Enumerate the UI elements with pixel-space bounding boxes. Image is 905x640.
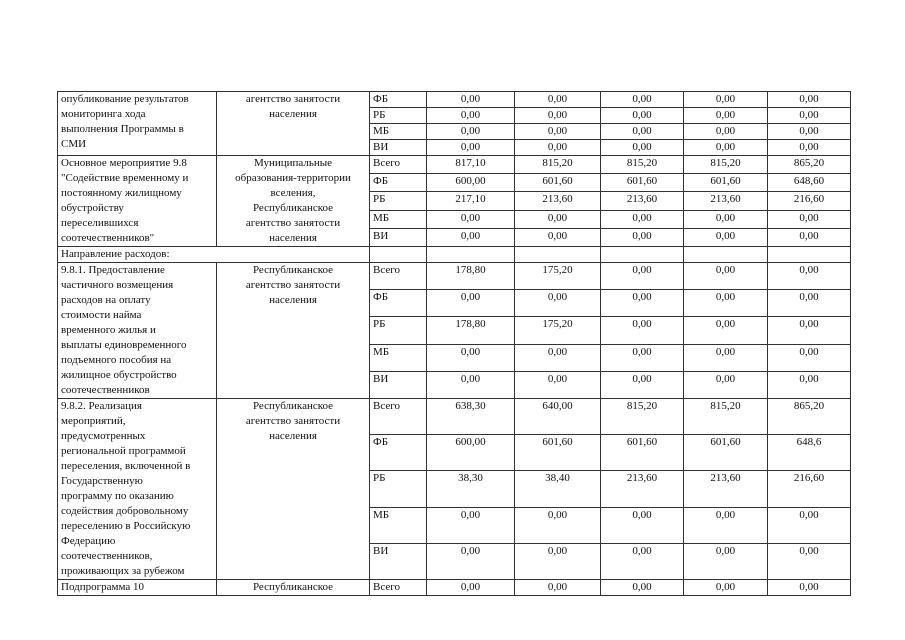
value-cell: 175,20: [515, 263, 601, 290]
value-cell: 0,00: [768, 290, 851, 317]
funding-source-cell: РБ: [370, 471, 427, 507]
value-cell: 817,10: [427, 156, 515, 174]
activity-name-cell: [58, 580, 217, 596]
value-cell: 0,00: [684, 507, 768, 543]
value-cell: 0,00: [427, 124, 515, 140]
value-cell: 0,00: [768, 124, 851, 140]
funding-source-cell: Всего: [370, 263, 427, 290]
value-cell: 0,00: [515, 507, 601, 543]
activity-name-line: частичного возмещения: [61, 279, 174, 291]
value-cell: 0,00: [768, 507, 851, 543]
funding-source-cell: Всего: [370, 156, 427, 174]
agency-line: агентство занятости: [245, 415, 341, 427]
activity-name-line: предусмотренных: [61, 430, 146, 442]
value-cell: 0,00: [515, 92, 601, 108]
activity-name-line: 9.8.1. Предоставление: [61, 264, 165, 276]
value-cell: 0,00: [601, 317, 684, 344]
funding-source-cell: МБ: [370, 124, 427, 140]
value-cell: 0,00: [427, 580, 515, 596]
value-cell: 213,60: [684, 471, 768, 507]
agency-line: населения: [269, 294, 317, 306]
value-cell: 0,00: [684, 344, 768, 371]
value-cell: 815,20: [601, 399, 684, 435]
value-cell: 0,00: [601, 92, 684, 108]
agency-line: агентство занятости: [245, 279, 341, 291]
value-cell: 648,6: [768, 435, 851, 471]
activity-name-cell: [58, 399, 217, 580]
table-row: [58, 92, 851, 108]
value-cell: 213,60: [601, 192, 684, 210]
value-cell: 648,60: [768, 174, 851, 192]
value-cell: 38,30: [427, 471, 515, 507]
activity-name-line: мониторинга хода: [61, 108, 146, 120]
funding-source-cell: МБ: [370, 210, 427, 228]
value-cell: 601,60: [515, 435, 601, 471]
value-cell: 0,00: [601, 124, 684, 140]
responsible-agency-cell: [217, 399, 370, 580]
activity-name-line: программу по оказанию: [61, 490, 174, 502]
value-cell: 0,00: [427, 108, 515, 124]
value-cell: 0,00: [601, 108, 684, 124]
agency-line: вселения,: [270, 187, 316, 199]
value-cell: 0,00: [684, 317, 768, 344]
value-cell: 0,00: [684, 371, 768, 398]
value-cell: 0,00: [684, 140, 768, 156]
value-cell: 213,60: [684, 192, 768, 210]
value-cell: 815,20: [601, 156, 684, 174]
section-row: [58, 247, 851, 263]
value-cell: 0,00: [601, 344, 684, 371]
value-cell: 0,00: [601, 371, 684, 398]
activity-name-line: обустройству: [61, 202, 124, 214]
activity-name-line: СМИ: [61, 138, 87, 150]
activity-name-line: опубликование результатов: [61, 93, 189, 105]
activity-name-line: выплаты единовременного: [61, 339, 187, 351]
responsible-agency-cell: [217, 580, 370, 596]
value-cell: 0,00: [768, 317, 851, 344]
activity-name-line: проживающих за рубежом: [61, 565, 185, 577]
value-cell: 815,20: [684, 156, 768, 174]
value-cell: 0,00: [768, 108, 851, 124]
activity-name-line: Подпрограмма 10: [61, 581, 144, 593]
value-cell: 38,40: [515, 471, 601, 507]
funding-source-cell: ФБ: [370, 290, 427, 317]
agency-line: Республиканское: [252, 202, 334, 214]
value-cell: 178,80: [427, 263, 515, 290]
value-cell: 0,00: [684, 543, 768, 579]
value-cell: 600,00: [427, 174, 515, 192]
activity-name-line: 9.8.2. Реализация: [61, 400, 142, 412]
value-cell: 0,00: [427, 92, 515, 108]
value-cell: 0,00: [684, 290, 768, 317]
agency-line: населения: [269, 430, 317, 442]
value-cell: 0,00: [515, 124, 601, 140]
value-cell: 0,00: [427, 371, 515, 398]
responsible-agency-cell: [217, 263, 370, 399]
table-row: [58, 399, 851, 435]
activity-name-line: постоянному жилищному: [61, 187, 182, 199]
value-cell: 0,00: [515, 371, 601, 398]
empty-cell: [601, 247, 684, 263]
activity-name-line: переселившихся: [61, 217, 139, 229]
value-cell: 0,00: [684, 108, 768, 124]
value-cell: 601,60: [684, 435, 768, 471]
value-cell: 178,80: [427, 317, 515, 344]
value-cell: 213,60: [601, 471, 684, 507]
table-row: [58, 156, 851, 174]
funding-source-cell: ВИ: [370, 371, 427, 398]
agency-line: населения: [269, 108, 317, 120]
value-cell: 0,00: [427, 210, 515, 228]
value-cell: 0,00: [601, 507, 684, 543]
value-cell: 213,60: [515, 192, 601, 210]
agency-line: образования-территории: [235, 172, 351, 184]
value-cell: 0,00: [601, 140, 684, 156]
activity-name-line: соотечественников: [61, 384, 150, 396]
value-cell: 0,00: [684, 124, 768, 140]
value-cell: 217,10: [427, 192, 515, 210]
activity-name-line: соотечественников,: [61, 550, 153, 562]
value-cell: 815,20: [515, 156, 601, 174]
value-cell: 0,00: [601, 210, 684, 228]
activity-name-line: жилищное обустройство: [61, 369, 177, 381]
value-cell: 0,00: [427, 344, 515, 371]
value-cell: 0,00: [684, 580, 768, 596]
value-cell: 0,00: [515, 543, 601, 579]
agency-line: населения: [269, 232, 317, 244]
value-cell: 601,60: [601, 435, 684, 471]
value-cell: 638,30: [427, 399, 515, 435]
table-row: [58, 580, 851, 596]
value-cell: 0,00: [515, 140, 601, 156]
value-cell: 0,00: [515, 228, 601, 246]
section-label: Направление расходов:: [58, 247, 370, 263]
value-cell: 216,60: [768, 192, 851, 210]
value-cell: 0,00: [601, 263, 684, 290]
activity-name-line: "Содействие временному и: [61, 172, 189, 184]
activity-name-line: переселения, включенной в: [61, 460, 191, 472]
value-cell: 601,60: [684, 174, 768, 192]
responsible-agency-cell: [217, 92, 370, 156]
empty-cell: [427, 247, 515, 263]
value-cell: 0,00: [427, 140, 515, 156]
activity-name-line: расходов на оплату: [61, 294, 151, 306]
activity-name-line: региональной программой: [61, 445, 186, 457]
responsible-agency-cell: [217, 156, 370, 247]
value-cell: 0,00: [768, 263, 851, 290]
value-cell: 0,00: [684, 210, 768, 228]
activity-name-cell: [58, 92, 217, 156]
value-cell: 0,00: [601, 543, 684, 579]
funding-source-cell: ФБ: [370, 92, 427, 108]
activity-name-line: переселению в Российскую: [61, 520, 191, 532]
value-cell: 600,00: [427, 435, 515, 471]
funding-source-cell: ВИ: [370, 140, 427, 156]
value-cell: 0,00: [768, 92, 851, 108]
value-cell: 601,60: [601, 174, 684, 192]
value-cell: 0,00: [515, 210, 601, 228]
value-cell: 865,20: [768, 399, 851, 435]
activity-name-cell: [58, 156, 217, 247]
value-cell: 0,00: [515, 290, 601, 317]
table-body: [58, 92, 851, 596]
table-row: [58, 263, 851, 290]
value-cell: 601,60: [515, 174, 601, 192]
funding-source-cell: ФБ: [370, 435, 427, 471]
value-cell: 0,00: [768, 371, 851, 398]
value-cell: 0,00: [768, 228, 851, 246]
funding-source-cell: ВИ: [370, 543, 427, 579]
value-cell: 216,60: [768, 471, 851, 507]
activity-name-line: мероприятий,: [61, 415, 126, 427]
activity-name-line: подъемного пособия на: [61, 354, 172, 366]
budget-table: [57, 91, 851, 596]
agency-line: Муниципальные: [253, 157, 333, 169]
value-cell: 0,00: [427, 507, 515, 543]
funding-source-cell: ФБ: [370, 174, 427, 192]
value-cell: 0,00: [684, 263, 768, 290]
funding-source-cell: РБ: [370, 108, 427, 124]
activity-name-line: временного жилья и: [61, 324, 156, 336]
funding-source-cell: РБ: [370, 192, 427, 210]
value-cell: 0,00: [515, 108, 601, 124]
agency-line: Республиканское: [252, 264, 334, 276]
value-cell: 0,00: [515, 580, 601, 596]
value-cell: 0,00: [601, 228, 684, 246]
value-cell: 865,20: [768, 156, 851, 174]
funding-source-cell: Всего: [370, 399, 427, 435]
agency-line: Республиканское: [252, 581, 334, 593]
empty-cell: [370, 247, 427, 263]
agency-line: агентство занятости: [245, 93, 341, 105]
value-cell: 0,00: [427, 290, 515, 317]
agency-line: агентство занятости: [245, 217, 341, 229]
activity-name-line: Государственную: [61, 475, 143, 487]
activity-name-line: выполнения Программы в: [61, 123, 184, 135]
value-cell: 0,00: [427, 228, 515, 246]
activity-name-line: соотечественников": [61, 232, 155, 244]
value-cell: 0,00: [768, 344, 851, 371]
value-cell: 0,00: [601, 290, 684, 317]
funding-source-cell: МБ: [370, 507, 427, 543]
funding-source-cell: РБ: [370, 317, 427, 344]
activity-name-line: содействия добровольному: [61, 505, 189, 517]
value-cell: 0,00: [427, 543, 515, 579]
value-cell: 175,20: [515, 317, 601, 344]
empty-cell: [684, 247, 768, 263]
value-cell: 0,00: [768, 543, 851, 579]
funding-source-cell: Всего: [370, 580, 427, 596]
activity-name-line: стоимости найма: [61, 309, 142, 321]
funding-source-cell: МБ: [370, 344, 427, 371]
value-cell: 0,00: [684, 228, 768, 246]
value-cell: 0,00: [768, 210, 851, 228]
activity-name-line: Основное мероприятие 9.8: [61, 157, 187, 169]
value-cell: 0,00: [684, 92, 768, 108]
value-cell: 640,00: [515, 399, 601, 435]
value-cell: 815,20: [684, 399, 768, 435]
value-cell: 0,00: [515, 344, 601, 371]
value-cell: 0,00: [768, 580, 851, 596]
empty-cell: [768, 247, 851, 263]
empty-cell: [515, 247, 601, 263]
funding-source-cell: ВИ: [370, 228, 427, 246]
agency-line: Республиканское: [252, 400, 334, 412]
value-cell: 0,00: [601, 580, 684, 596]
activity-name-cell: [58, 263, 217, 399]
activity-name-line: Федерацию: [61, 535, 116, 547]
value-cell: 0,00: [768, 140, 851, 156]
